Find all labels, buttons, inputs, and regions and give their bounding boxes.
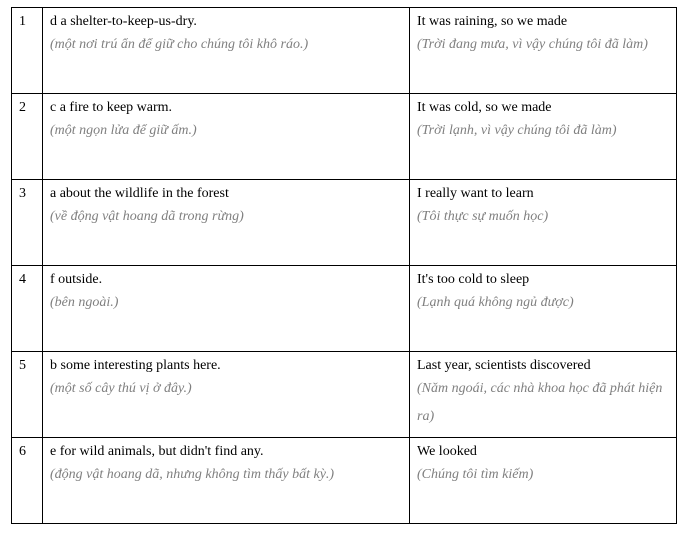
sentence-start-cell: [410, 8, 677, 94]
row-number: 2: [12, 94, 43, 180]
sentence-start-cell: [410, 266, 677, 352]
match-translation: (về động vật hoang dã trong rừng): [50, 209, 244, 224]
sentence-start-text: It was cold, so we made: [417, 100, 552, 115]
match-text: a about the wildlife in the forest: [50, 186, 229, 201]
table-row: [12, 180, 677, 266]
sentence-start-cell: [410, 94, 677, 180]
table-row: [12, 266, 677, 352]
match-cell: [43, 438, 410, 524]
match-text: d a shelter-to-keep-us-dry.: [50, 14, 197, 29]
row-number: 6: [12, 438, 43, 524]
sentence-start-cell: [410, 180, 677, 266]
table-row: [12, 94, 677, 180]
row-number: 4: [12, 266, 43, 352]
match-cell: [43, 266, 410, 352]
match-translation: (một ngọn lửa để giữ ấm.): [50, 123, 197, 138]
row-number: 3: [12, 180, 43, 266]
match-translation: (một nơi trú ẩn để giữ cho chúng tôi khô ráo.): [50, 37, 309, 52]
match-text: b some interesting plants here.: [50, 358, 221, 373]
sentence-start-text: It's too cold to sleep: [417, 272, 530, 287]
match-cell: [43, 352, 410, 438]
match-cell: [43, 180, 410, 266]
match-text: f outside.: [50, 272, 103, 287]
sentence-start-text: We looked: [417, 444, 477, 459]
sentence-start-translation: (Trời đang mưa, vì vậy chúng tôi đã làm): [417, 37, 648, 52]
match-translation: (một số cây thú vị ở đây.): [50, 381, 192, 396]
sentence-start-cell: [410, 438, 677, 524]
table-row: [12, 8, 677, 94]
sentence-start-cell: [410, 352, 677, 438]
sentence-start-translation: (Chúng tôi tìm kiếm): [417, 467, 534, 482]
table-row: [12, 438, 677, 524]
match-text: e for wild animals, but didn't find any.: [50, 444, 264, 459]
sentence-start-translation: (Trời lạnh, vì vậy chúng tôi đã làm): [417, 123, 617, 138]
row-number: 5: [12, 352, 43, 438]
sentence-start-translation: (Lạnh quá không ngủ được): [417, 295, 574, 310]
sentence-start-text: It was raining, so we made: [417, 14, 568, 29]
table-row: [12, 352, 677, 438]
sentence-start-text: Last year, scientists discovered: [417, 358, 591, 373]
sentence-start-translation: (Tôi thực sự muốn học): [417, 209, 549, 224]
match-cell: [43, 94, 410, 180]
sentence-start-text: I really want to learn: [417, 186, 534, 201]
match-cell: [43, 8, 410, 94]
match-translation: (động vật hoang dã, nhưng không tìm thấy bất kỳ.): [50, 467, 335, 482]
match-text: c a fire to keep warm.: [50, 100, 173, 115]
row-number: 1: [12, 8, 43, 94]
sentence-start-translation: (Năm ngoái, các nhà khoa học đã phát hiện ra): [417, 381, 663, 424]
match-translation: (bên ngoài.): [50, 295, 119, 310]
answer-table: [11, 7, 677, 524]
